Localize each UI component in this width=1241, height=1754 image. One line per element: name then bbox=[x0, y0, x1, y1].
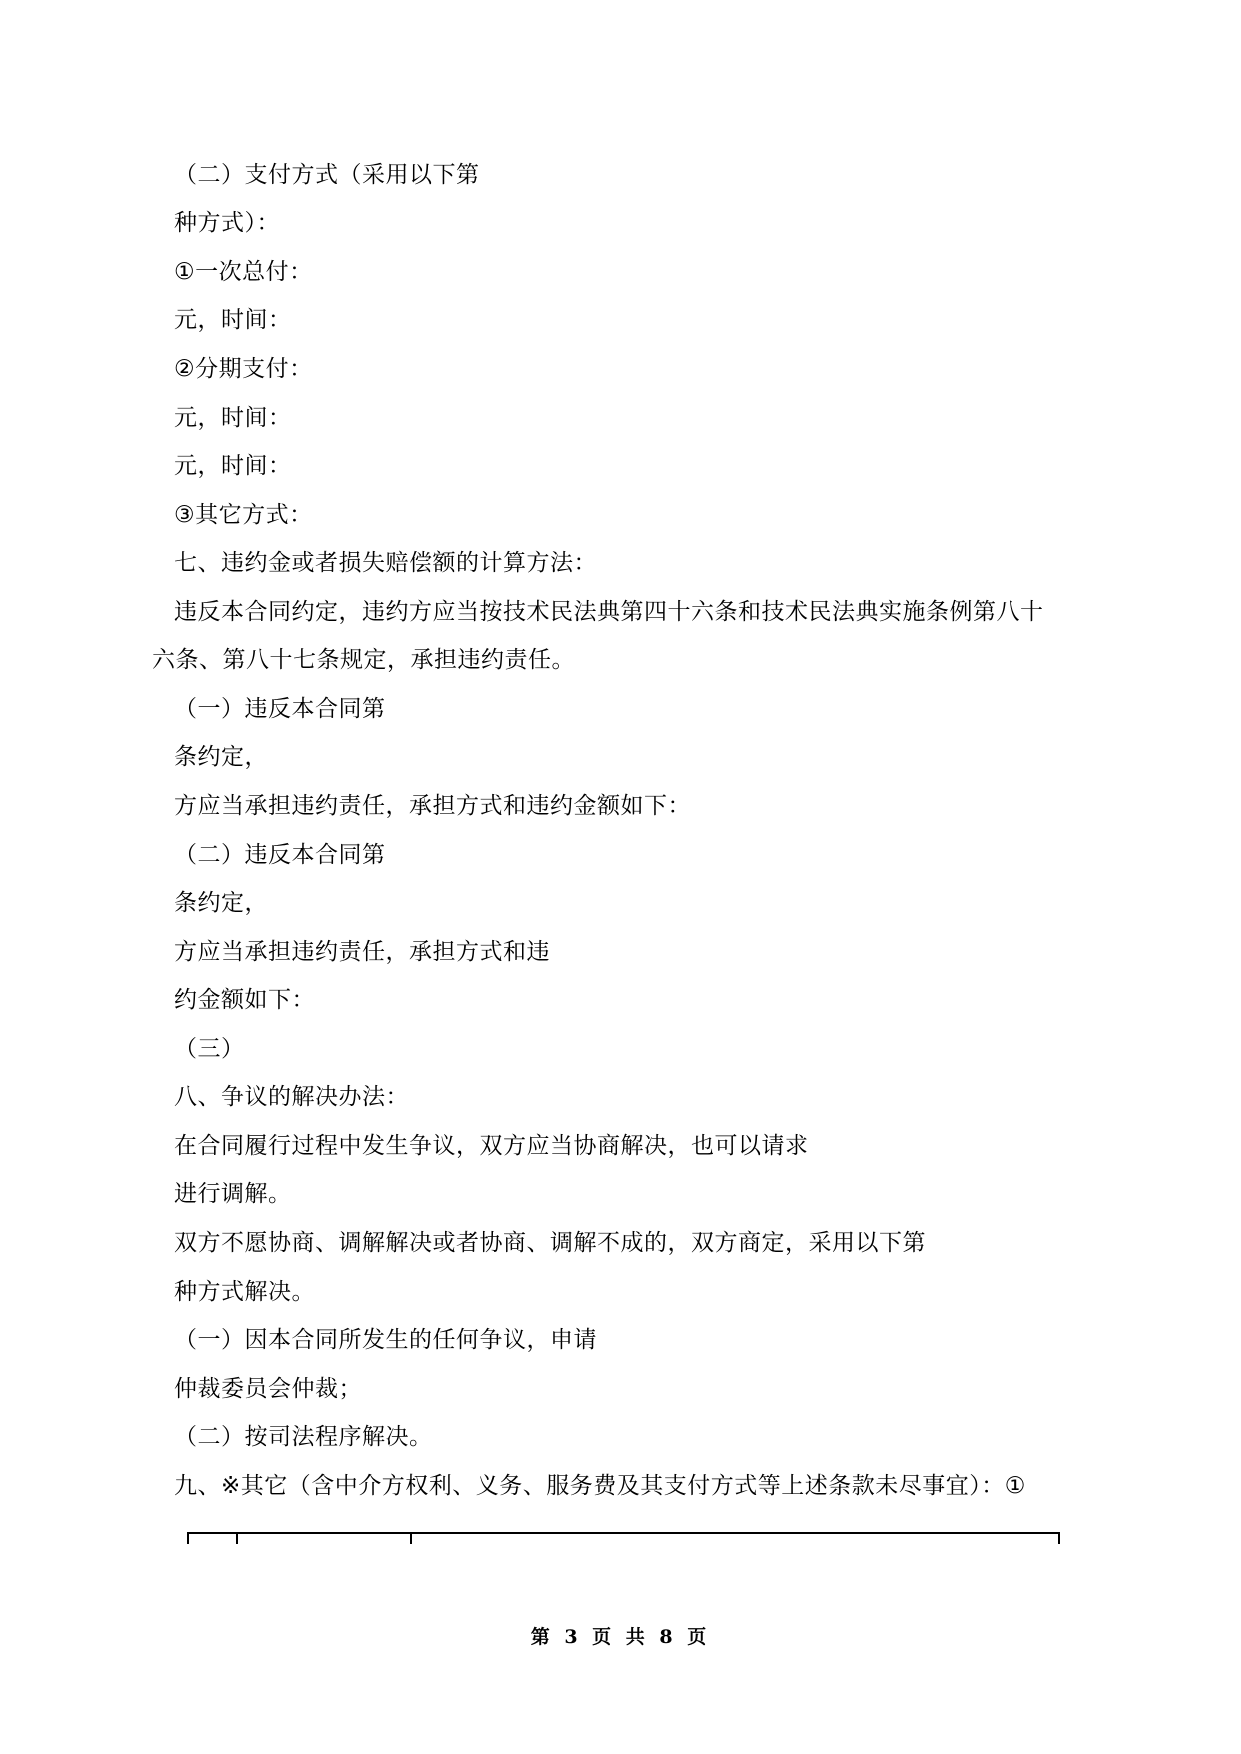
page-number-footer: 第 3 页 共 8 页 bbox=[530, 1626, 711, 1648]
section-heading: 七、违约金或者损失赔偿额的计算方法： bbox=[174, 550, 597, 576]
text-line: （三） bbox=[174, 1036, 245, 1062]
table-top-border bbox=[187, 1532, 1060, 1544]
text-line: 元，时间： bbox=[174, 453, 292, 479]
text-line: 元，时间： bbox=[174, 405, 292, 431]
text-line: 双方不愿协商、调解解决或者协商、调解不成的，双方商定，采用以下第 bbox=[174, 1230, 926, 1256]
text-line: ③其它方式： bbox=[174, 502, 313, 528]
text-line: （二）支付方式（采用以下第 bbox=[174, 162, 480, 188]
text-line: 元，时间： bbox=[174, 307, 292, 333]
table-column-divider bbox=[236, 1532, 238, 1544]
text-line: 六条、第八十七条规定，承担违约责任。 bbox=[152, 647, 575, 673]
text-line: （二）违反本合同第 bbox=[174, 842, 386, 868]
text-line: 条约定， bbox=[174, 744, 268, 770]
table-column-divider bbox=[410, 1532, 412, 1544]
text-line: 违反本合同约定，违约方应当按技术民法典第四十六条和技术民法典实施条例第八十 bbox=[174, 599, 1044, 625]
text-line: 在合同履行过程中发生争议，双方应当协商解决，也可以请求 bbox=[174, 1133, 809, 1159]
text-line: 种方式解决。 bbox=[174, 1279, 315, 1305]
section-heading: 八、争议的解决办法： bbox=[174, 1084, 409, 1110]
text-line: （一）违反本合同第 bbox=[174, 696, 386, 722]
text-line: 方应当承担违约责任，承担方式和违约金额如下： bbox=[174, 793, 691, 819]
table-column-divider bbox=[1058, 1532, 1060, 1544]
table-column-divider bbox=[187, 1532, 189, 1544]
text-line: 方应当承担违约责任，承担方式和违 bbox=[174, 939, 550, 965]
text-line: 仲裁委员会仲裁； bbox=[174, 1376, 362, 1402]
text-line: ②分期支付： bbox=[174, 356, 313, 382]
text-line: ①一次总付： bbox=[174, 259, 313, 285]
text-line: （二）按司法程序解决。 bbox=[174, 1424, 433, 1450]
text-line: 约金额如下： bbox=[174, 987, 315, 1013]
table-top-rule bbox=[187, 1532, 1060, 1534]
text-line: 条约定， bbox=[174, 890, 268, 916]
text-line: （一）因本合同所发生的任何争议，申请 bbox=[174, 1327, 597, 1353]
text-line: 进行调解。 bbox=[174, 1181, 292, 1207]
section-heading: 九、※其它（含中介方权利、义务、服务费及其支付方式等上述条款未尽事宜）：① bbox=[174, 1473, 1026, 1499]
text-line: 种方式）： bbox=[174, 210, 280, 236]
